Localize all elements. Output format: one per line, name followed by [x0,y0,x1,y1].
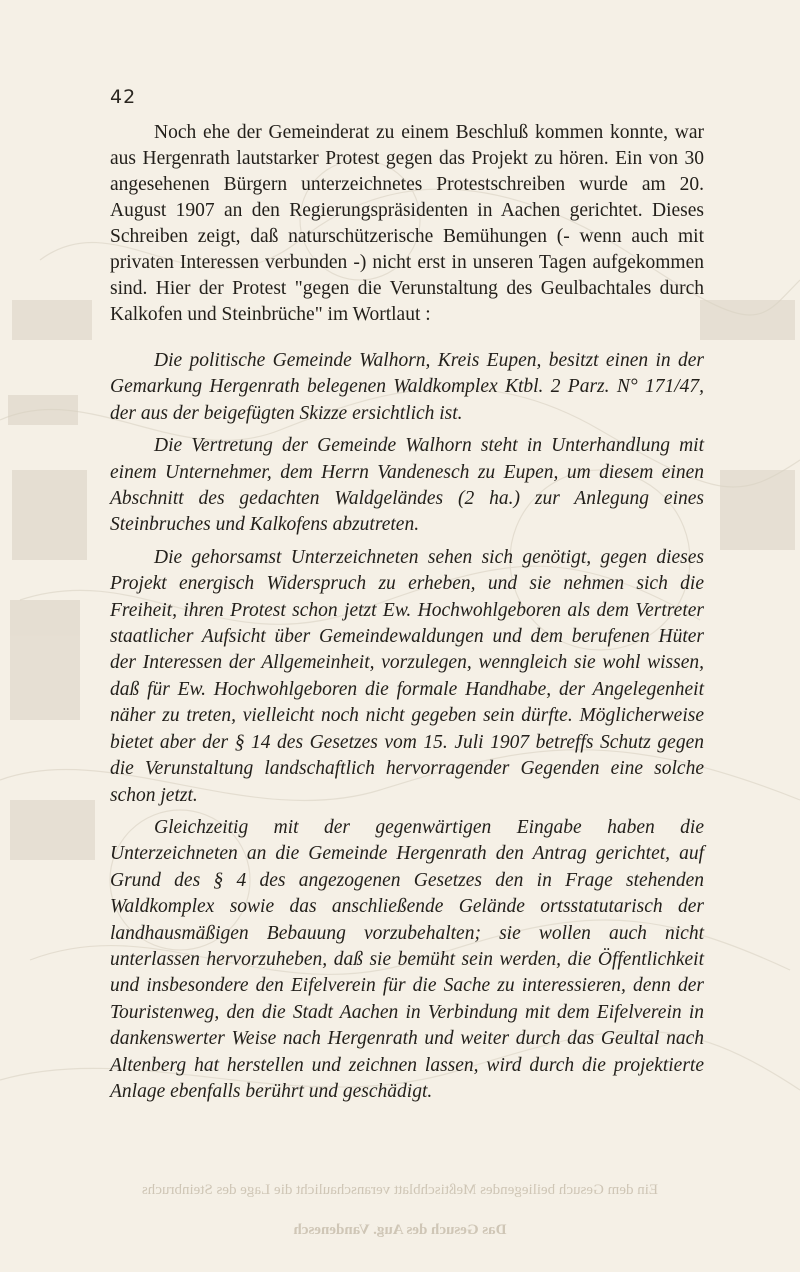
quote-paragraph: Die Vertretung der Gemeinde Walhorn steht in Unterhandlung mit einem Unternehmer, dem Herrn Vandenesch zu Eupen, um diesem einen Abschnitt des gedachten Waldgeländes (2 ha.) zur Anlegung eines Steinbruches und Kalkofens abzutreten. [110,435,704,536]
body-text [110,120,704,1111]
page-number: 42 [110,86,137,108]
bleed-through-caption: Das Gesuch des Aug. Vandenesch [293,1222,507,1238]
quote-paragraph: Die politische Gemeinde Walhorn, Kreis Eupen, besitzt einen in der Gemarkung Hergenrath belegenen Waldkomplex Ktbl. 2 Parz. N° 171/47, der aus der beigefügten Skizze ersichtlich ist. [110,350,704,424]
intro-section [110,120,704,328]
intro-paragraph: Noch ehe der Gemeinderat zu einem Beschluß kommen konnte, war aus Hergenrath lautstarker Protest gegen das Projekt zu hören. Ein von 30 angesehenen Bürgern unterzeichnetes Protestschreiben wurde am 20. August 1907 an den Regierungspräsidenten in Aachen gerichtet. Dieses Schreiben zeigt, daß naturschützerische Bemühungen (- wenn auch mit privaten Interessen verbunden -) nicht erst in unseren Tagen aufgekommen sind. Hier der Protest "gegen die Verunstaltung des Geulbachtales durch Kalkofen und Steinbrüche" im Wortlaut : [110,122,704,325]
quoted-protest-letter [110,348,704,1105]
quote-paragraph: Die gehorsamst Unterzeichneten sehen sich genötigt, gegen dieses Projekt energisch Widerspruch zu erheben, und sie nehmen sich die Freiheit, ihren Protest schon jetzt Ew. Hochwohlgeboren als dem Vertreter staatlicher Aufsicht über Gemeindewaldungen und dem berufenen Hüter der Interessen der Allgemeinheit, vorzulegen, wenngleich sie wohl wissen, daß für Ew. Hochwohlgeboren die formale Handhabe, der Angelegenheit näher zu treten, vielleicht noch nicht gegeben sein dürfte. Möglicherweise bietet aber der § 14 des Gesetzes vom 15. Juli 1907 betreffs Schutz gegen die Verunstaltung landschaftlich hervorragender Gegenden eine solche schon jetzt. [110,546,704,806]
quote-paragraph: Gleichzeitig mit der gegenwärtigen Eingabe haben die Unterzeichneten an die Gemeinde Hergenrath den Antrag gerichtet, auf Grund des § 4 des angezogenen Gesetzes den in Frage stehenden Waldkomplex sowie das anschließende Gelände ortsstatutarisch der landhausmäßigen Bebauung vorzubehalten; sie wollen auch nicht unterlassen hervorzuheben, daß sie bemüht sein werden, die Öffentlichkeit und insbesondere den Eifelverein für die Sache zu interessieren, denn der Touristenweg, den die Stadt Aachen in Verbindung mit dem Eifelverein in dankenswerter Weise nach Hergenrath und weiter durch das Geultal nach Altenberg hat herstellen und zeichnen lassen, wird durch die projektierte Anlage ebenfalls berührt und geschädigt. [110,816,704,1102]
bleed-through-caption: Ein dem Gesuch beiliegendes Meßtischblatt veranschaulicht die Lage des Steinbruchs [141,1182,659,1198]
